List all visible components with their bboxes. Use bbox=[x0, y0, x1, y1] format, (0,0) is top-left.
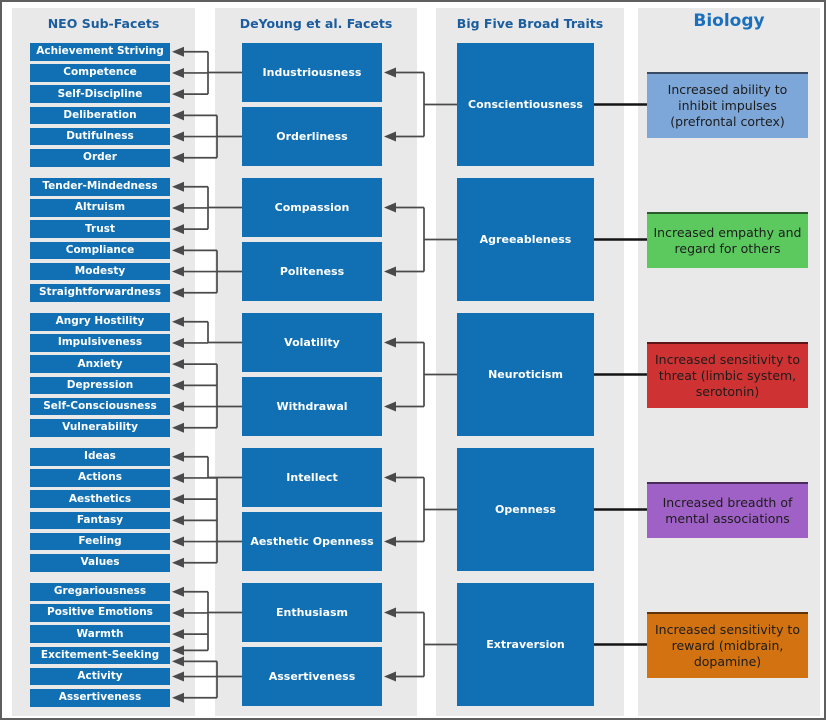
arrowhead-icon bbox=[384, 68, 396, 78]
arrowhead-icon bbox=[172, 537, 184, 547]
big-five-box: Agreeableness bbox=[457, 178, 594, 301]
deyoung-facet-box: Enthusiasm bbox=[242, 583, 382, 642]
deyoung-facet-box: Withdrawal bbox=[242, 377, 382, 436]
arrowhead-icon bbox=[172, 359, 184, 369]
neo-subfacet-box: Activity bbox=[30, 668, 170, 686]
deyoung-facet-box: Politeness bbox=[242, 242, 382, 301]
neo-subfacet-box: Impulsiveness bbox=[30, 334, 170, 352]
column-header-bigfive: Big Five Broad Traits bbox=[456, 16, 604, 31]
neo-subfacet-box: Deliberation bbox=[30, 107, 170, 125]
neo-subfacet-box: Order bbox=[30, 149, 170, 167]
arrowhead-icon bbox=[172, 288, 184, 298]
deyoung-facet-box: Assertiveness bbox=[242, 647, 382, 706]
arrowhead-icon bbox=[172, 110, 184, 120]
arrowhead-icon bbox=[172, 132, 184, 142]
arrowhead-icon bbox=[172, 645, 184, 655]
neo-subfacet-box: Self-Consciousness bbox=[30, 398, 170, 416]
biology-box: Increased sensitivity to threat (limbic system, serotonin) bbox=[647, 342, 808, 408]
deyoung-facet-box: Orderliness bbox=[242, 107, 382, 166]
neo-subfacet-box: Dutifulness bbox=[30, 128, 170, 146]
arrowhead-icon bbox=[172, 380, 184, 390]
arrowhead-icon bbox=[172, 338, 184, 348]
biology-box: Increased breadth of mental associations bbox=[647, 482, 808, 538]
deyoung-facet-box: Compassion bbox=[242, 178, 382, 237]
arrowhead-icon bbox=[172, 629, 184, 639]
arrowhead-icon bbox=[172, 224, 184, 234]
neo-subfacet-box: Feeling bbox=[30, 533, 170, 551]
neo-subfacet-box: Assertiveness bbox=[30, 689, 170, 707]
arrowhead-icon bbox=[172, 402, 184, 412]
biology-box: Increased sensitivity to reward (midbrain, dopamine) bbox=[647, 612, 808, 678]
arrowhead-icon bbox=[384, 473, 396, 483]
column-header-deyoung: DeYoung et al. Facets bbox=[239, 16, 393, 31]
arrowhead-icon bbox=[172, 693, 184, 703]
neo-subfacet-box: Positive Emotions bbox=[30, 604, 170, 622]
arrowhead-icon bbox=[172, 182, 184, 192]
arrowhead-icon bbox=[172, 68, 184, 78]
neo-subfacet-box: Fantasy bbox=[30, 512, 170, 530]
arrowhead-icon bbox=[384, 537, 396, 547]
arrowhead-icon bbox=[384, 203, 396, 213]
neo-subfacet-box: Self-Discipline bbox=[30, 85, 170, 103]
arrowhead-icon bbox=[172, 494, 184, 504]
arrowhead-icon bbox=[172, 587, 184, 597]
arrowhead-icon bbox=[384, 338, 396, 348]
neo-subfacet-box: Tender-Mindedness bbox=[30, 178, 170, 196]
neo-subfacet-box: Altruism bbox=[30, 199, 170, 217]
deyoung-facet-box: Intellect bbox=[242, 448, 382, 507]
neo-subfacet-box: Competence bbox=[30, 64, 170, 82]
arrowhead-icon bbox=[384, 132, 396, 142]
big-five-box: Extraversion bbox=[457, 583, 594, 706]
biology-box: Increased ability to inhibit impulses (prefrontal cortex) bbox=[647, 72, 808, 138]
arrowhead-icon bbox=[172, 89, 184, 99]
arrowhead-icon bbox=[172, 473, 184, 483]
neo-subfacet-box: Straightforwardness bbox=[30, 284, 170, 302]
deyoung-facet-box: Aesthetic Openness bbox=[242, 512, 382, 571]
arrowhead-icon bbox=[384, 267, 396, 277]
arrowhead-icon bbox=[172, 515, 184, 525]
neo-subfacet-box: Anxiety bbox=[30, 355, 170, 373]
neo-subfacet-box: Vulnerability bbox=[30, 419, 170, 437]
big-five-box: Conscientiousness bbox=[457, 43, 594, 166]
arrowhead-icon bbox=[384, 608, 396, 618]
arrowhead-icon bbox=[172, 267, 184, 277]
arrowhead-icon bbox=[172, 452, 184, 462]
arrowhead-icon bbox=[172, 203, 184, 213]
arrowhead-icon bbox=[172, 672, 184, 682]
neo-subfacet-box: Trust bbox=[30, 220, 170, 238]
deyoung-facet-box: Industriousness bbox=[242, 43, 382, 102]
arrowhead-icon bbox=[172, 47, 184, 57]
neo-subfacet-box: Excitement-Seeking bbox=[30, 647, 170, 665]
neo-subfacet-box: Compliance bbox=[30, 242, 170, 260]
arrowhead-icon bbox=[172, 423, 184, 433]
neo-subfacet-box: Gregariousness bbox=[30, 583, 170, 601]
neo-subfacet-box: Modesty bbox=[30, 263, 170, 281]
deyoung-facet-box: Volatility bbox=[242, 313, 382, 372]
arrowhead-icon bbox=[172, 317, 184, 327]
arrowhead-icon bbox=[172, 558, 184, 568]
column-header-neo: NEO Sub-Facets bbox=[47, 16, 160, 31]
neo-subfacet-box: Ideas bbox=[30, 448, 170, 466]
big-five-box: Openness bbox=[457, 448, 594, 571]
neo-subfacet-box: Achievement Striving bbox=[30, 43, 170, 61]
arrowhead-icon bbox=[172, 153, 184, 163]
arrowhead-icon bbox=[384, 402, 396, 412]
neo-subfacet-box: Angry Hostility bbox=[30, 313, 170, 331]
arrowhead-icon bbox=[172, 245, 184, 255]
neo-subfacet-box: Values bbox=[30, 554, 170, 572]
neo-subfacet-box: Aesthetics bbox=[30, 490, 170, 508]
arrowhead-icon bbox=[172, 608, 184, 618]
neo-subfacet-box: Depression bbox=[30, 377, 170, 395]
arrowhead-icon bbox=[172, 656, 184, 666]
arrowhead-icon bbox=[384, 672, 396, 682]
biology-box: Increased empathy and regard for others bbox=[647, 212, 808, 268]
column-header-biology: Biology bbox=[693, 11, 765, 31]
neo-subfacet-box: Warmth bbox=[30, 625, 170, 643]
neo-subfacet-box: Actions bbox=[30, 469, 170, 487]
big-five-box: Neuroticism bbox=[457, 313, 594, 436]
